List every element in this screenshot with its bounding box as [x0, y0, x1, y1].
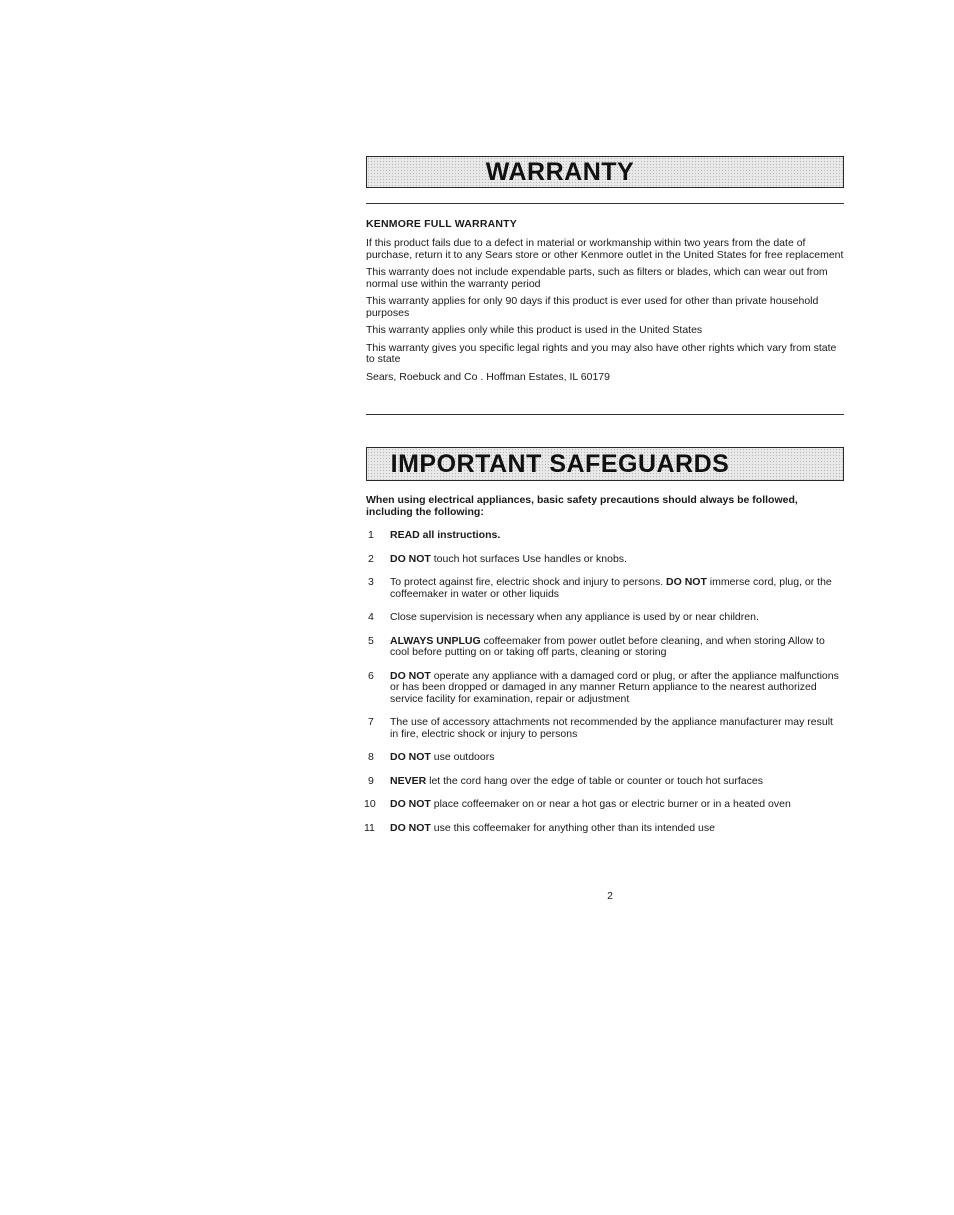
item-keyword: NEVER [390, 774, 427, 787]
item-keyword: ALWAYS UNPLUG [390, 634, 481, 647]
warranty-banner [366, 156, 844, 188]
item-number: 10 [364, 798, 376, 810]
warranty-paragraph: If this product fails due to a defect in material or workmanship within two years from the date of purchase, return it to any Sears store or other Kenmore outlet in the United States for free replacement [366, 237, 844, 261]
list-item [366, 671, 844, 706]
item-number: 11 [364, 821, 375, 834]
item-text: coffeemaker from power outlet before cleaning, and when storing Allow to cool before putting on or taking off parts, cleaning or storing [390, 634, 825, 658]
item-number: 1 [368, 529, 374, 541]
safeguards-banner [366, 447, 844, 481]
list-item [366, 717, 844, 740]
warranty-paragraph: This warranty gives you specific legal rights and you may also have other rights which vary from state to state [366, 341, 837, 365]
item-number: 8 [368, 751, 374, 763]
warranty-paragraph: This warranty applies only while this product is used in the United States [366, 324, 703, 336]
item-keyword: DO NOT [390, 798, 431, 810]
list-item [366, 752, 844, 764]
item-text: The use of accessory attachments not recommended by the appliance manufacturer may result in fire, electric shock or injury to persons [390, 716, 833, 740]
item-text: immerse cord, plug, or the coffeemaker in water or other liquids [390, 576, 832, 600]
item-number: 9 [368, 774, 374, 787]
item-keyword: DO NOT [390, 669, 431, 682]
item-number: 4 [368, 611, 374, 623]
item-keyword: DO NOT [663, 576, 707, 588]
item-text: To protect against fire, electric shock and injury to persons. [390, 576, 664, 588]
warranty-top-rule [366, 203, 844, 204]
warranty-bottom-rule [366, 414, 844, 415]
item-text: operate any appliance with a damaged cord or plug, or after the appliance malfunctions or has been dropped or damaged in any manner Return appliance to the nearest authorized service facility for examination, repair or adjustment [390, 669, 839, 705]
warranty-title: WARRANTY [485, 157, 635, 186]
list-item [366, 776, 844, 788]
item-number: 7 [368, 716, 374, 728]
item-text: use outdoors [430, 751, 495, 763]
list-item [366, 799, 844, 811]
warranty-section [366, 218, 844, 389]
list-item [366, 530, 844, 542]
page-number: 2 [607, 890, 613, 902]
list-item [366, 636, 844, 659]
item-text: let the cord hang over the edge of table or counter or touch hot surfaces [426, 774, 763, 787]
item-keyword: DO NOT [390, 751, 431, 763]
item-text: use this coffeemaker for anything other than its intended use [430, 821, 715, 834]
item-number: 6 [368, 669, 374, 682]
safeguards-intro: When using electrical appliances, basic safety precautions should always be followed, including the following: [366, 494, 798, 518]
item-number: 3 [368, 576, 374, 588]
warranty-address: Sears, Roebuck and Co . Hoffman Estates, IL 60179 [366, 370, 610, 383]
safeguards-title: IMPORTANT SAFEGUARDS [390, 449, 730, 478]
item-number: 5 [368, 634, 374, 647]
list-item [366, 554, 844, 566]
item-keyword: DO NOT [390, 552, 431, 565]
warranty-paragraph: This warranty applies for only 90 days if this product is ever used for other than private household purposes [366, 295, 819, 319]
list-item [366, 612, 844, 624]
item-number: 2 [368, 552, 374, 565]
list-item [366, 577, 844, 600]
item-keyword: READ all instructions. [390, 529, 501, 541]
warranty-heading: KENMORE FULL WARRANTY [366, 218, 517, 230]
item-keyword: DO NOT [390, 821, 431, 834]
warranty-paragraph: This warranty does not include expendable parts, such as filters or blades, which can wear out from normal use within the warranty period [366, 266, 828, 290]
item-text: Close supervision is necessary when any appliance is used by or near children. [390, 611, 759, 623]
list-item [366, 823, 844, 835]
safeguards-list [366, 530, 844, 834]
item-text: touch hot surfaces Use handles or knobs. [430, 552, 627, 565]
item-text: place coffeemaker on or near a hot gas or electric burner or in a heated oven [430, 798, 791, 810]
safeguards-section [366, 494, 844, 846]
